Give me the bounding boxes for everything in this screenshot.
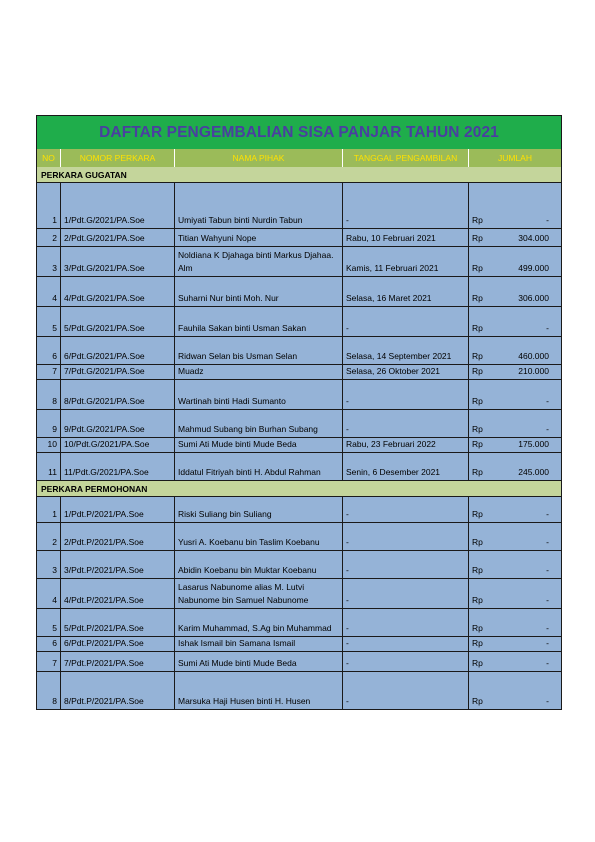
- cell-tanggal: Selasa, 16 Maret 2021: [343, 277, 469, 306]
- currency-label: Rp: [472, 595, 483, 605]
- cell-nama-pihak: Riski Suliang bin Suliang: [175, 497, 343, 522]
- cell-tanggal: -: [343, 637, 469, 651]
- cell-no: 8: [37, 380, 61, 409]
- cell-nomor-perkara: 11/Pdt.G/2021/PA.Soe: [61, 453, 175, 480]
- cell-jumlah: [469, 579, 561, 608]
- currency-label: Rp: [472, 215, 483, 225]
- section-header: PERKARA GUGATAN: [37, 167, 561, 183]
- cell-nama-pihak: Karim Muhammad, S.Ag bin Muhammad: [175, 609, 343, 636]
- table-row: [37, 672, 561, 710]
- cell-jumlah: [469, 410, 561, 437]
- cell-jumlah: [469, 438, 561, 452]
- cell-tanggal: -: [343, 652, 469, 671]
- cell-nomor-perkara: 3/Pdt.G/2021/PA.Soe: [61, 247, 175, 276]
- cell-jumlah: [469, 365, 561, 379]
- amount-value: 210.000: [518, 366, 549, 376]
- cell-nama-pihak: Sumi Ati Mude binti Mude Beda: [175, 652, 343, 671]
- amount-value: -: [546, 509, 549, 519]
- cell-tanggal: -: [343, 410, 469, 437]
- cell-tanggal: -: [343, 523, 469, 550]
- currency-label: Rp: [472, 537, 483, 547]
- header-jumlah: JUMLAH: [497, 153, 532, 163]
- cell-no: 2: [37, 523, 61, 550]
- cell-nama-pihak: Umiyati Tabun binti Nurdin Tabun: [175, 183, 343, 228]
- cell-no: 8: [37, 672, 61, 709]
- amount-value: -: [546, 623, 549, 633]
- cell-nama-pihak: Abidin Koebanu bin Muktar Koebanu: [175, 551, 343, 578]
- cell-jumlah: [469, 337, 561, 364]
- cell-nomor-perkara: 4/Pdt.P/2021/PA.Soe: [61, 579, 175, 608]
- cell-nama-pihak: Noldiana K Djahaga binti Markus Djahaa. Alm: [175, 247, 343, 276]
- cell-tanggal: -: [343, 497, 469, 522]
- currency-label: Rp: [472, 565, 483, 575]
- currency-label: Rp: [472, 263, 483, 273]
- table-row: [37, 380, 561, 410]
- amount-value: -: [546, 565, 549, 575]
- table-row: [37, 307, 561, 337]
- cell-tanggal: -: [343, 609, 469, 636]
- cell-jumlah: [469, 247, 561, 276]
- cell-nama-pihak: Titian Wahyuni Nope: [175, 229, 343, 246]
- refund-table: [36, 115, 562, 710]
- currency-label: Rp: [472, 439, 483, 449]
- cell-nama-pihak: Muadz: [175, 365, 343, 379]
- cell-nomor-perkara: 9/Pdt.G/2021/PA.Soe: [61, 410, 175, 437]
- cell-jumlah: [469, 523, 561, 550]
- currency-label: Rp: [472, 658, 483, 668]
- header-no: NO: [37, 149, 61, 167]
- currency-label: Rp: [472, 509, 483, 519]
- cell-no: 7: [37, 652, 61, 671]
- cell-no: 6: [37, 337, 61, 364]
- currency-label: Rp: [472, 351, 483, 361]
- cell-nama-pihak: Mahmud Subang bin Burhan Subang: [175, 410, 343, 437]
- cell-tanggal: Rabu, 23 Februari 2022: [343, 438, 469, 452]
- table-row: [37, 410, 561, 438]
- cell-nomor-perkara: 7/Pdt.G/2021/PA.Soe: [61, 365, 175, 379]
- amount-value: 175.000: [518, 439, 549, 449]
- amount-value: -: [546, 215, 549, 225]
- cell-jumlah: [469, 453, 561, 480]
- cell-nama-pihak: Ridwan Selan bis Usman Selan: [175, 337, 343, 364]
- cell-tanggal: Selasa, 14 September 2021: [343, 337, 469, 364]
- cell-jumlah: [469, 672, 561, 709]
- currency-label: Rp: [472, 366, 483, 376]
- currency-label: Rp: [472, 623, 483, 633]
- table-body: [37, 167, 561, 710]
- amount-value: 304.000: [518, 233, 549, 243]
- cell-nomor-perkara: 10/Pdt.G/2021/PA.Soe: [61, 438, 175, 452]
- cell-no: 3: [37, 247, 61, 276]
- cell-no: 10: [37, 438, 61, 452]
- cell-jumlah: [469, 652, 561, 671]
- cell-nama-pihak: Suharni Nur binti Moh. Nur: [175, 277, 343, 306]
- currency-label: Rp: [472, 638, 483, 648]
- table-row: [37, 609, 561, 637]
- table-row: [37, 453, 561, 481]
- cell-no: 9: [37, 410, 61, 437]
- cell-jumlah: [469, 277, 561, 306]
- amount-value: -: [546, 537, 549, 547]
- cell-no: 7: [37, 365, 61, 379]
- cell-no: 5: [37, 307, 61, 336]
- cell-nomor-perkara: 5/Pdt.P/2021/PA.Soe: [61, 609, 175, 636]
- cell-no: 4: [37, 277, 61, 306]
- cell-nama-pihak: Fauhila Sakan binti Usman Sakan: [175, 307, 343, 336]
- cell-jumlah: [469, 497, 561, 522]
- amount-value: 245.000: [518, 467, 549, 477]
- amount-value: -: [546, 658, 549, 668]
- table-row: [37, 229, 561, 247]
- cell-tanggal: -: [343, 579, 469, 608]
- cell-tanggal: -: [343, 307, 469, 336]
- amount-value: -: [546, 396, 549, 406]
- amount-value: -: [546, 696, 549, 706]
- cell-jumlah: [469, 551, 561, 578]
- cell-no: 6: [37, 637, 61, 651]
- currency-label: Rp: [472, 293, 483, 303]
- table-header-row: [37, 149, 561, 167]
- cell-nomor-perkara: 1/Pdt.G/2021/PA.Soe: [61, 183, 175, 228]
- table-row: [37, 497, 561, 523]
- table-row: [37, 365, 561, 380]
- table-row: [37, 523, 561, 551]
- cell-nomor-perkara: 8/Pdt.G/2021/PA.Soe: [61, 380, 175, 409]
- cell-tanggal: -: [343, 380, 469, 409]
- cell-nama-pihak: Yusri A. Koebanu bin Taslim Koebanu: [175, 523, 343, 550]
- table-row: [37, 652, 561, 672]
- cell-nomor-perkara: 5/Pdt.G/2021/PA.Soe: [61, 307, 175, 336]
- cell-nomor-perkara: 2/Pdt.G/2021/PA.Soe: [61, 229, 175, 246]
- amount-value: 499.000: [518, 263, 549, 273]
- cell-tanggal: -: [343, 183, 469, 228]
- cell-nama-pihak: Wartinah binti Hadi Sumanto: [175, 380, 343, 409]
- cell-no: 4: [37, 579, 61, 608]
- cell-tanggal: Rabu, 10 Februari 2021: [343, 229, 469, 246]
- table-row: [37, 637, 561, 652]
- currency-label: Rp: [472, 396, 483, 406]
- table-row: [37, 183, 561, 229]
- amount-value: -: [546, 638, 549, 648]
- amount-value: 306.000: [518, 293, 549, 303]
- cell-nama-pihak: Marsuka Haji Husen binti H. Husen: [175, 672, 343, 709]
- currency-label: Rp: [472, 424, 483, 434]
- currency-label: Rp: [472, 233, 483, 243]
- cell-nomor-perkara: 2/Pdt.P/2021/PA.Soe: [61, 523, 175, 550]
- table-row: [37, 551, 561, 579]
- table-row: [37, 438, 561, 453]
- currency-label: Rp: [472, 696, 483, 706]
- cell-tanggal: -: [343, 551, 469, 578]
- header-nomor-perkara: NOMOR PERKARA: [61, 149, 175, 167]
- cell-no: 1: [37, 183, 61, 228]
- cell-nama-pihak: Iddatul Fitriyah binti H. Abdul Rahman: [175, 453, 343, 480]
- amount-value: -: [546, 595, 549, 605]
- cell-nama-pihak: Ishak Ismail bin Samana Ismail: [175, 637, 343, 651]
- cell-nomor-perkara: 7/Pdt.P/2021/PA.Soe: [61, 652, 175, 671]
- cell-tanggal: Kamis, 11 Februari 2021: [343, 247, 469, 276]
- header-nama-pihak: NAMA PIHAK: [175, 149, 343, 167]
- table-row: [37, 277, 561, 307]
- currency-label: Rp: [472, 323, 483, 333]
- cell-nomor-perkara: 6/Pdt.P/2021/PA.Soe: [61, 637, 175, 651]
- cell-nomor-perkara: 3/Pdt.P/2021/PA.Soe: [61, 551, 175, 578]
- cell-jumlah: [469, 380, 561, 409]
- amount-value: -: [546, 323, 549, 333]
- cell-tanggal: Selasa, 26 Oktober 2021: [343, 365, 469, 379]
- cell-tanggal: Senin, 6 Desember 2021: [343, 453, 469, 480]
- cell-nama-pihak: Lasarus Nabunome alias M. Lutvi Nabunome bin Samuel Nabunome: [175, 579, 343, 608]
- cell-jumlah: [469, 609, 561, 636]
- cell-tanggal: -: [343, 672, 469, 709]
- cell-nomor-perkara: 4/Pdt.G/2021/PA.Soe: [61, 277, 175, 306]
- cell-no: 2: [37, 229, 61, 246]
- currency-label: Rp: [472, 467, 483, 477]
- cell-no: 1: [37, 497, 61, 522]
- table-row: [37, 579, 561, 609]
- table-row: [37, 337, 561, 365]
- cell-nomor-perkara: 6/Pdt.G/2021/PA.Soe: [61, 337, 175, 364]
- amount-value: -: [546, 424, 549, 434]
- cell-jumlah: [469, 637, 561, 651]
- table-title: DAFTAR PENGEMBALIAN SISA PANJAR TAHUN 2021: [37, 115, 561, 149]
- cell-no: 11: [37, 453, 61, 480]
- amount-value: 460.000: [518, 351, 549, 361]
- cell-jumlah: [469, 229, 561, 246]
- table-row: [37, 247, 561, 277]
- cell-no: 3: [37, 551, 61, 578]
- section-header: PERKARA PERMOHONAN: [37, 481, 561, 497]
- header-tanggal: TANGGAL PENGAMBILAN: [343, 149, 469, 167]
- cell-nomor-perkara: 1/Pdt.P/2021/PA.Soe: [61, 497, 175, 522]
- cell-nomor-perkara: 8/Pdt.P/2021/PA.Soe: [61, 672, 175, 709]
- cell-no: 5: [37, 609, 61, 636]
- cell-jumlah: [469, 307, 561, 336]
- cell-jumlah: [469, 183, 561, 228]
- cell-nama-pihak: Sumi Ati Mude binti Mude Beda: [175, 438, 343, 452]
